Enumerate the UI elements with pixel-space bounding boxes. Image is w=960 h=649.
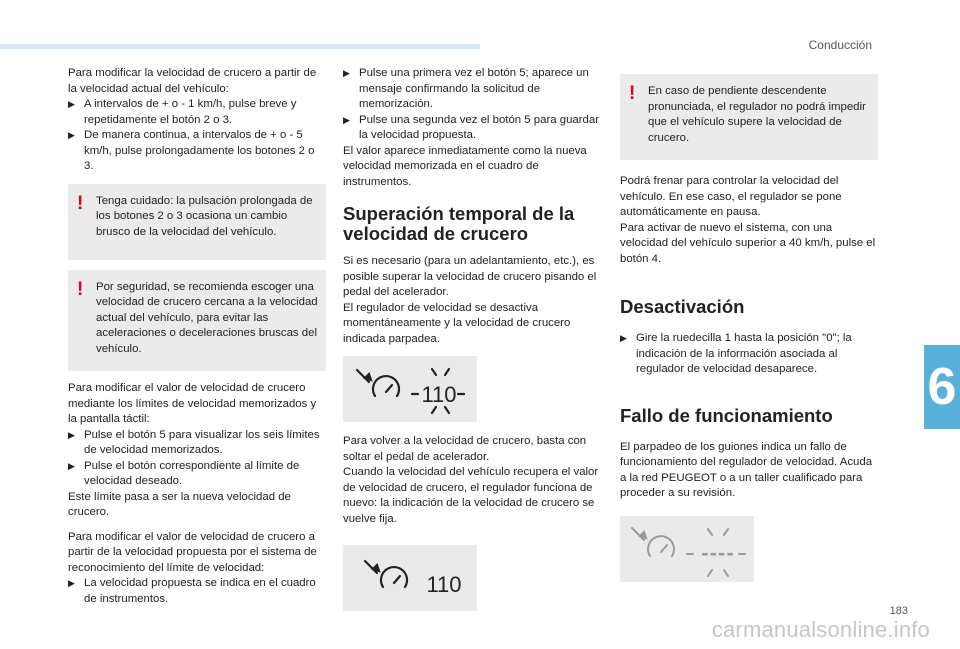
warning-icon: ! — [77, 278, 84, 300]
list-item — [620, 331, 878, 378]
paragraph-text: Para volver a la velocidad de crucero, basta con soltar el pedal de acelerador. — [343, 435, 587, 463]
bullet-icon: ▶ — [68, 460, 75, 471]
paragraph-text: El regulador de velocidad se desactiva momentáneamente y la velocidad de crucero indicada parpadea. — [343, 301, 571, 345]
list-item-text: Pulse el botón 5 para visualizar los seis límites de velocidad memorizados. — [84, 428, 320, 456]
section-heading: Fallo de funcionamiento — [620, 404, 833, 426]
bullet-icon: ▶ — [68, 429, 75, 440]
paragraph-text: Para modificar el valor de velocidad de crucero a partir de la velocidad propuesta por el sistema de reconocimiento del límite de velocidad: — [68, 530, 317, 574]
list-item-text: Pulse una segunda vez el botón 5 para guardar la velocidad propuesta. — [359, 113, 600, 141]
paragraph-text: Cuando la velocidad del vehículo recupera el valor de velocidad de crucero, el regulador funciona de nuevo: la indicación de la velocidad de crucero se vuelve fija. — [343, 466, 599, 525]
warning-box — [68, 184, 326, 260]
bullet-icon: ▶ — [620, 333, 627, 343]
list-item-text: A intervalos de + o - 1 km/h, pulse breve y repetidamente el botón 2 o 3. — [84, 98, 297, 126]
list-item-text: De manera continua, a intervalos de + o - 5 km/h, pulse prolongadamente los botones 2 o 3. — [84, 129, 315, 172]
bullet-icon: ▶ — [68, 99, 75, 109]
fig3-dashes: ---- — [701, 539, 735, 565]
list-item-text: La velocidad propuesta se indica en el cuadro de instrumentos. — [84, 577, 316, 605]
header-bar — [0, 44, 480, 49]
list-item — [343, 113, 603, 144]
speedometer-flash-icon — [343, 356, 477, 422]
section-title: Conducción — [808, 38, 872, 52]
speedometer-fault-icon — [620, 516, 754, 582]
warning-text: En caso de pendiente descendente pronunciada, el regulador no podrá impedir que el vehículo supere la velocidad de crucero. — [648, 85, 866, 144]
warning-text: Tenga cuidado: la pulsación prolongada de los botones 2 o 3 ocasiona un cambio brusco de la velocidad del vehículo. — [96, 194, 313, 238]
list-item — [68, 459, 326, 490]
bullet-icon: ▶ — [68, 130, 75, 140]
list-item — [68, 128, 326, 175]
fault-illustration — [620, 516, 754, 582]
bullet-icon: ▶ — [343, 114, 350, 125]
list-item-text: Pulse el botón correspondiente al límite de velocidad deseado. — [84, 459, 300, 487]
section-heading: Superación temporal de la velocidad de crucero — [343, 203, 575, 244]
list-item-text: Gire la ruedecilla 1 hasta la posición "0"; la indicación de la información asociada al regulador de velocidad desaparece. — [636, 332, 852, 375]
paragraph — [68, 530, 326, 608]
paragraph — [68, 381, 326, 521]
fig1-speed: 110 — [421, 382, 457, 407]
list-item-text: Pulse una primera vez el botón 5; aparece un mensaje confirmando la solicitud de memorización. — [359, 67, 589, 110]
paragraph-text: Si es necesario (para un adelantamiento, etc.), es posible superar la velocidad de crucero pisando el pedal del acelerador. — [343, 255, 597, 298]
warning-icon: ! — [629, 83, 636, 104]
cruise-flashing-illustration — [343, 356, 477, 422]
column-2 — [343, 66, 603, 611]
paragraph-text: Para modificar el valor de velocidad de crucero mediante los límites de velocidad memorizados y la pantalla táctil: — [68, 382, 317, 425]
list-item — [68, 97, 326, 128]
watermark: carmanualsonline.info — [711, 617, 930, 642]
paragraph-text: Para modificar la velocidad de crucero a partir de la velocidad actual del vehículo: — [68, 67, 317, 95]
paragraph-text: Para activar de nuevo el sistema, con una velocidad del vehículo superior a 40 km/h, pulse el botón 4. — [620, 221, 876, 265]
paragraph-text: El parpadeo de los guiones indica un fallo de funcionamiento del regulador de velocidad. Acuda a la red PEUGEOT o a un taller cualificado para proceder a su revisión. — [620, 440, 873, 499]
cruise-fixed-illustration — [343, 545, 477, 611]
column-1 — [68, 66, 326, 607]
list-item — [68, 576, 326, 607]
list-item — [343, 66, 603, 113]
chapter-tab: 6 — [924, 345, 960, 429]
page-number: 183 — [889, 605, 908, 617]
speedometer-icon — [343, 545, 477, 611]
list-item — [68, 428, 326, 459]
section-heading: Desactivación — [620, 296, 745, 317]
warning-box — [620, 74, 878, 160]
paragraph — [68, 66, 326, 175]
warning-icon: ! — [77, 192, 84, 214]
bullet-icon: ▶ — [343, 68, 350, 78]
paragraph-text: Este límite pasa a ser la nueva velocidad de crucero. — [68, 490, 291, 518]
warning-text: Por seguridad, se recomienda escoger una velocidad de crucero cercana a la velocidad actual del vehículo, para evitar las aceleraciones o deceleraciones bruscas del vehículo. — [96, 280, 318, 355]
column-3 — [620, 74, 878, 582]
fig2-speed: 110 — [426, 572, 462, 597]
warning-box — [68, 270, 326, 372]
bullet-icon: ▶ — [68, 578, 75, 588]
paragraph-text: Podrá frenar para controlar la velocidad del vehículo. En ese caso, el regulador se pone automáticamente en pausa. — [620, 175, 842, 218]
paragraph-text: El valor aparece inmediatamente como la nueva velocidad memorizada en el cuadro de instrumentos. — [343, 144, 587, 188]
